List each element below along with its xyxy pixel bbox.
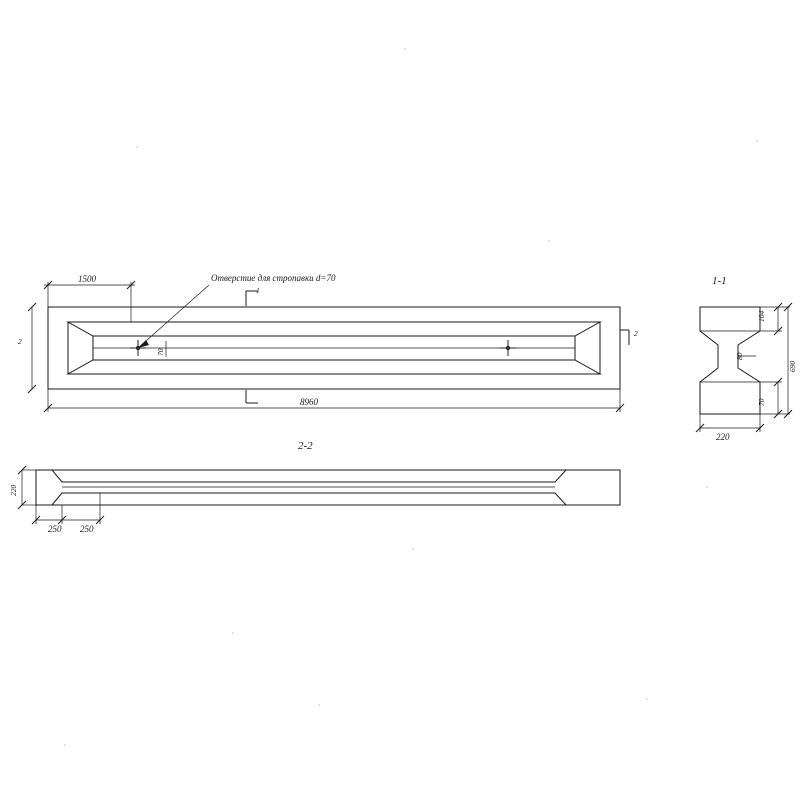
s22-height-label: 220 xyxy=(9,484,18,496)
s11-web-label: 80 xyxy=(735,352,744,360)
section-1-1-profile xyxy=(700,307,760,414)
s11-height-label: 690 xyxy=(788,360,797,372)
scan-speckle xyxy=(64,744,66,746)
s22-height-dimension xyxy=(18,466,38,509)
scan-speckle xyxy=(404,48,406,50)
section-1-1-label: 1-1 xyxy=(712,275,727,287)
s11-width-dimension xyxy=(696,414,764,432)
scan-speckle xyxy=(548,240,550,242)
s22-dim-b-label: 250 xyxy=(80,524,94,534)
section-mark-2-right xyxy=(620,330,629,345)
scan-speckle xyxy=(318,704,320,706)
section-2-2-label: 2-2 xyxy=(298,440,313,452)
s22-outline xyxy=(36,470,620,505)
plan-left-mark-label: 2 xyxy=(18,337,22,346)
dimension-8960 xyxy=(44,389,624,412)
scan-speckle xyxy=(412,548,414,550)
scan-speckle xyxy=(232,632,234,634)
s22-dim-a-label: 250 xyxy=(48,524,62,534)
scan-speckle xyxy=(136,146,138,148)
dim-8960-label: 8960 xyxy=(300,397,318,407)
hole-note-label: Отверстие для стропавки d=70 xyxy=(211,273,336,283)
scan-speckle xyxy=(646,698,648,700)
section-1-1-view xyxy=(696,303,792,432)
section-mark-2-label: 2 xyxy=(634,329,638,338)
s11-width-label: 220 xyxy=(716,432,730,442)
dim-1500-label: 1500 xyxy=(78,274,96,284)
section-2-2-view xyxy=(18,466,620,524)
s11-bottom-flange-label: 70 xyxy=(757,398,766,406)
scan-speckle xyxy=(756,140,758,142)
plan-view xyxy=(28,281,629,412)
section-mark-1-bottom xyxy=(246,390,258,403)
scan-speckle xyxy=(706,486,708,488)
s11-top-flange-label: 104 xyxy=(757,310,766,322)
dimension-left-height xyxy=(28,303,36,393)
section-mark-1-label: 1 xyxy=(256,286,260,295)
hole-dim-label: 70 xyxy=(156,348,165,356)
